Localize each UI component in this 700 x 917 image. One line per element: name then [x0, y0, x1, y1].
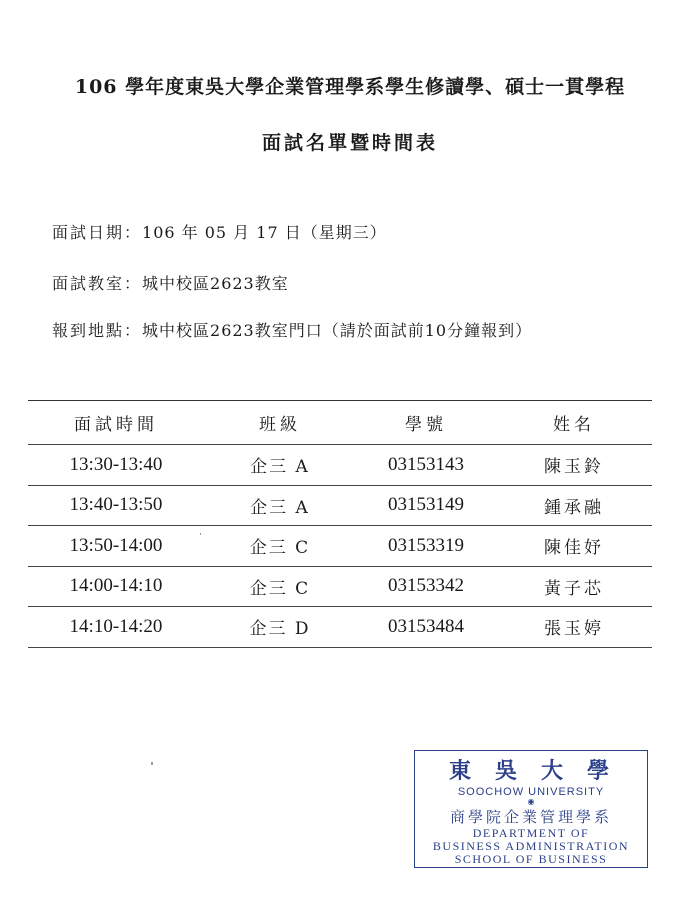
- interview-date-value: 106 年 05 月 17 日（星期三）: [142, 223, 387, 242]
- cell-name: 陳玉鈴: [544, 457, 604, 478]
- department-seal-stamp: [414, 750, 648, 868]
- table-row: [28, 486, 652, 527]
- cell-class: 企三 A: [250, 457, 310, 478]
- cell-name: 陳佳妤: [544, 538, 604, 559]
- document-title: 106 學年度東吳大學企業管理學系學生修讀學、碩士一貫學程: [74, 76, 626, 98]
- stamp-university-name-zh: 東吳大學: [448, 758, 633, 784]
- interview-room-label: 面試教室：: [52, 274, 143, 293]
- interview-date-label: 面試日期：: [52, 223, 143, 242]
- header-student-id: 學號: [405, 415, 447, 435]
- interview-room: [52, 271, 289, 294]
- scan-speck: [151, 762, 153, 765]
- cell-name: 鍾承融: [544, 497, 604, 518]
- report-location-value: 城中校區2623教室門口（請於面試前10分鐘報到）: [142, 321, 533, 340]
- interview-room-value: 城中校區2623教室: [142, 274, 289, 293]
- table-row: [28, 607, 652, 648]
- header-name: 姓名: [553, 415, 595, 435]
- cell-class: 企三 A: [250, 497, 310, 518]
- stamp-school-en: SCHOOL OF BUSINESS: [454, 852, 608, 866]
- stamp-department-zh: 商學院企業管理學系: [449, 808, 612, 826]
- cell-student-id: 03153143: [388, 453, 464, 475]
- cell-time: 14:10-14:20: [69, 615, 163, 637]
- stamp-business-admin-en: BUSINESS ADMINISTRATION: [432, 839, 630, 853]
- stamp-university-name-en: SOOCHOW UNIVERSITY: [457, 786, 605, 798]
- cell-time: 13:50-14:00: [69, 534, 163, 556]
- cell-student-id: 03153319: [388, 534, 464, 556]
- cell-name: 黃子芯: [544, 578, 604, 599]
- interview-date: [52, 220, 387, 243]
- document-subtitle: 面試名單暨時間表: [261, 132, 438, 154]
- cell-time: 14:00-14:10: [69, 575, 163, 597]
- header-time: 面試時間: [74, 415, 158, 435]
- cell-time: 13:40-13:50: [69, 494, 163, 516]
- table-row: [28, 445, 652, 486]
- table-header-row: [28, 401, 652, 445]
- report-location: [52, 318, 532, 341]
- cell-class: 企三 C: [249, 538, 311, 559]
- header-class: 班級: [259, 415, 301, 435]
- stamp-emblem-icon: ◉: [527, 797, 535, 806]
- table-row: [28, 526, 652, 567]
- cell-student-id: 03153342: [388, 575, 464, 597]
- cell-class: 企三 D: [249, 619, 311, 640]
- stamp-department-en: DEPARTMENT OF: [472, 826, 590, 840]
- schedule-table: [28, 400, 652, 648]
- cell-time: 13:30-13:40: [69, 453, 163, 475]
- table-row: [28, 567, 652, 608]
- cell-student-id: 03153484: [388, 615, 464, 637]
- report-location-label: 報到地點：: [52, 321, 143, 340]
- cell-class: 企三 C: [249, 578, 311, 599]
- cell-student-id: 03153149: [388, 494, 464, 516]
- cell-name: 張玉婷: [544, 619, 604, 640]
- scan-speck: [200, 533, 201, 535]
